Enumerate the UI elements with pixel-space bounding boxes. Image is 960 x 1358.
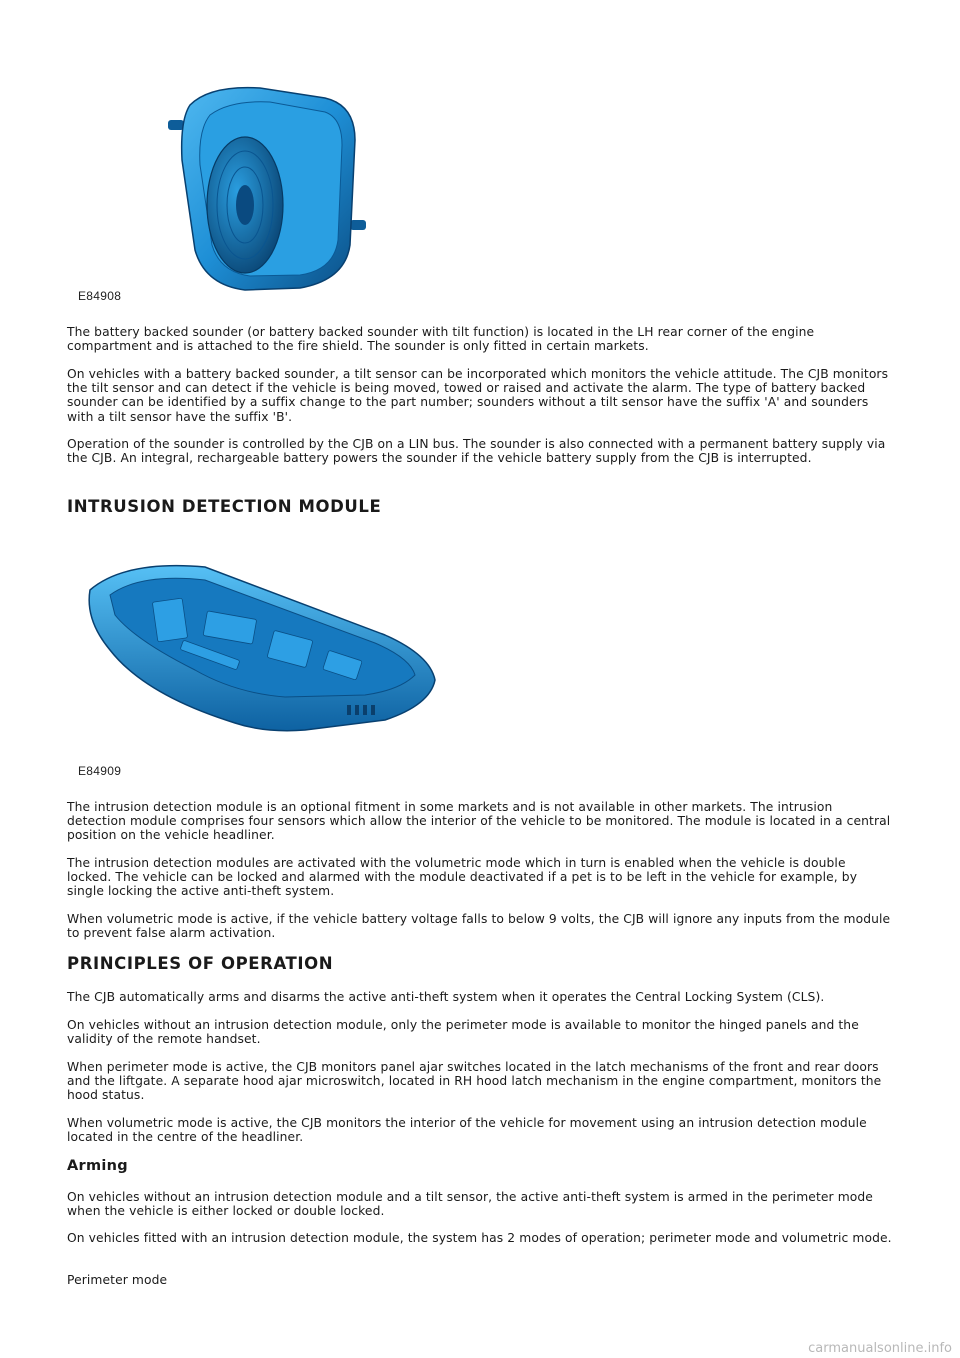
sub-heading-arming: Arming — [67, 1158, 128, 1174]
paragraph: When volumetric mode is active, the CJB monitors the interior of the vehicle for movement using an intrusion detection module located in the centre of the headliner. — [67, 1116, 867, 1145]
sounder-figure — [150, 70, 390, 300]
intrusion-module-illustration — [85, 555, 445, 735]
figure-label-e84909: E84909 — [78, 764, 122, 778]
paragraph: On vehicles without an intrusion detection module, only the perimeter mode is available to monitor the hinged panels and the validity of the remote handset. — [67, 1018, 859, 1047]
paragraph: On vehicles with a battery backed sounder, a tilt sensor can be incorporated which monitors the vehicle attitude. The CJB monitors the tilt sensor and can detect if the vehicle is being moved, towed or raised and activate the alarm. The type of battery backed sounder can be identified by a suffix change to the part number; sounders without a tilt sensor have the suffix 'A' and sounders with a tilt sensor have the suffix 'B'. — [67, 367, 889, 424]
paragraph: Perimeter mode — [67, 1273, 168, 1287]
section-heading-principles-of-operation: PRINCIPLES OF OPERATION — [67, 954, 334, 973]
paragraph: When perimeter mode is active, the CJB monitors panel ajar switches located in the latch mechanisms of the front and rear doors and the liftgate. A separate hood ajar microswitch, located in RH hood latch mechanism in the engine compartment, monitors the hood status. — [67, 1060, 882, 1103]
section-heading-intrusion-detection: INTRUSION DETECTION MODULE — [67, 497, 382, 516]
intrusion-module-figure — [85, 555, 445, 735]
paragraph: The intrusion detection module is an optional fitment in some markets and is not available in other markets. The intrusion detection module comprises four sensors which allow the interior of the vehicle to be monitored. The module is located in a central position on the vehicle headliner. — [67, 800, 891, 843]
paragraph: On vehicles without an intrusion detection module and a tilt sensor, the active anti-theft system is armed in the perimeter mode when the vehicle is either locked or double locked. — [67, 1190, 873, 1219]
sounder-illustration — [150, 70, 390, 300]
paragraph: The intrusion detection modules are activated with the volumetric mode which in turn is enabled when the vehicle is double locked. The vehicle can be locked and alarmed with the module deactivated if a pet is to be left in the vehicle for example, by single locking the active anti-theft system. — [67, 856, 858, 899]
paragraph: On vehicles fitted with an intrusion detection module, the system has 2 modes of operation; perimeter mode and volumetric mode. — [67, 1231, 892, 1245]
paragraph: The battery backed sounder (or battery backed sounder with tilt function) is located in the LH rear corner of the engine compartment and is attached to the fire shield. The sounder is only fitted in certain markets. — [67, 325, 815, 354]
paragraph: Operation of the sounder is controlled by the CJB on a LIN bus. The sounder is also connected with a permanent battery supply via the CJB. An integral, rechargeable battery powers the sounder if the vehicle battery supply from the CJB is interrupted. — [67, 437, 886, 466]
watermark: carmanualsonline.info — [808, 1341, 952, 1356]
paragraph: When volumetric mode is active, if the vehicle battery voltage falls to below 9 volts, the CJB will ignore any inputs from the module to prevent false alarm activation. — [67, 912, 891, 941]
paragraph: The CJB automatically arms and disarms the active anti-theft system when it operates the Central Locking System (CLS). — [67, 990, 825, 1004]
figure-label-e84908: E84908 — [78, 289, 122, 303]
